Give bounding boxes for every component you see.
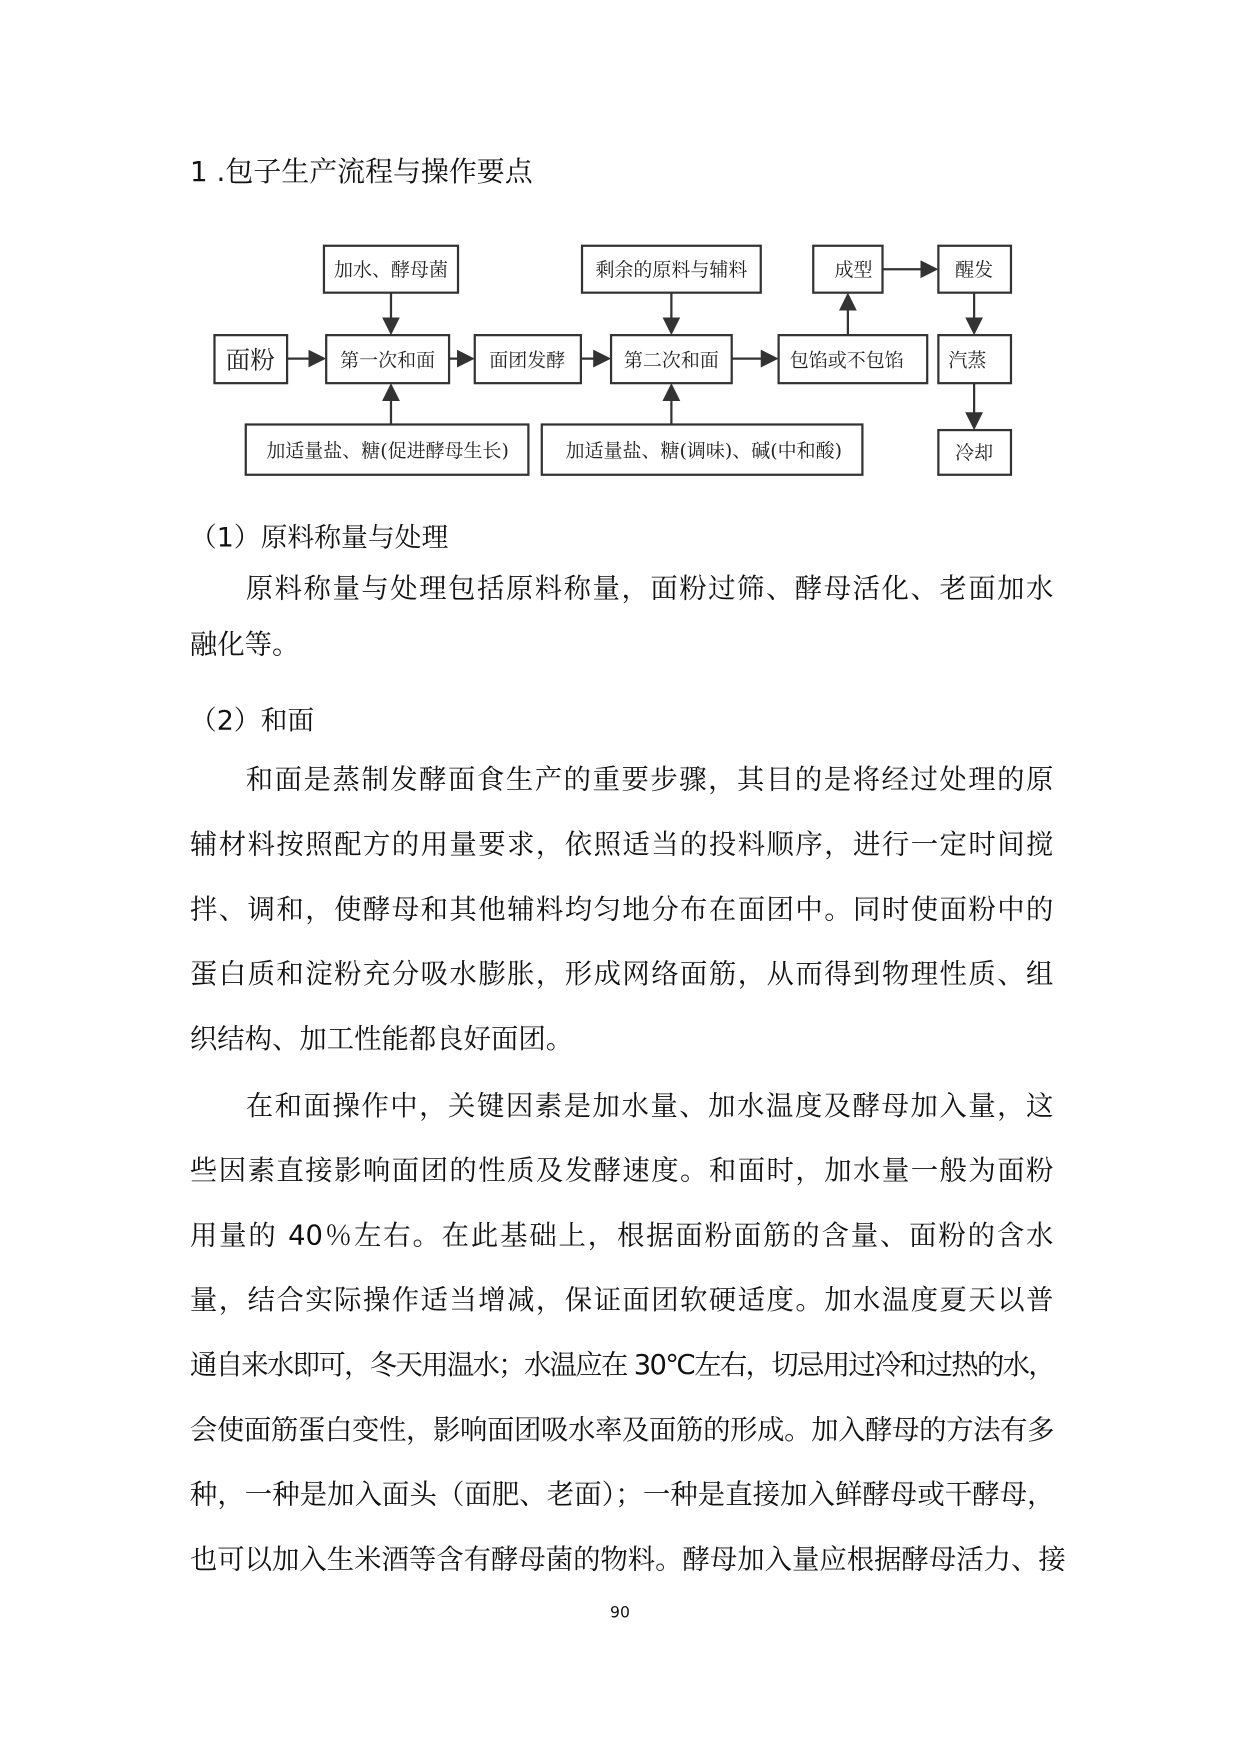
paragraph-line: 融化等。: [189, 627, 300, 661]
paragraph-line: 辅材料按照配方的用量要求，依照适当的投料顺序，进行一定时间搅: [189, 827, 1054, 861]
label-remaining: 剩余的原料与辅料: [595, 258, 748, 281]
paragraph-line: 量，结合实际操作适当增减，保证面团软硬适度。加水温度夏天以普: [189, 1283, 1054, 1316]
paragraph-line: 拌、调和，使酵母和其他辅料均匀地分布在面团中。同时使面粉中的: [189, 892, 1054, 925]
label-cooling: 冷却: [955, 442, 994, 465]
label-water-yeast: 加水、酵母菌: [334, 258, 448, 281]
paragraph-line: 些因素直接影响面团的性质及发酵速度。和面时，加水量一般为面粉: [189, 1153, 1054, 1187]
paragraph-line: 原料称量与处理包括原料称量，面粉过筛、酵母活化、老面加水: [245, 571, 1054, 605]
paragraph-line: 和面是蒸制发酵面食生产的重要步骤，其目的是将经过处理的原: [245, 762, 1054, 796]
label-salt-sugar-2: 加适量盐、糖(调味)、碱(中和酸): [565, 439, 842, 462]
process-flow-diagram: [0, 0, 1240, 514]
label-flour: 面粉: [225, 345, 275, 375]
paragraph-line: 用量的 40％左右。在此基础上，根据面粉面筋的含量、面粉的含水: [189, 1218, 1054, 1252]
paragraph-line: 织结构、加工性能都良好面团。: [189, 1022, 574, 1055]
section-title: 1 .包子生产流程与操作要点: [189, 155, 533, 188]
label-first-mix: 第一次和面: [340, 349, 436, 372]
subheading-1: （1）原料称量与处理: [189, 521, 449, 553]
label-proofing: 醒发: [955, 258, 994, 281]
paragraph-line: 也可以加入生米酒等含有酵母菌的物料。酵母加入量应根据酵母活力、接: [189, 1542, 1066, 1576]
paragraph-line: 种，一种是加入面头（面肥、老面）；一种是直接加入鲜酵母或干酵母，: [189, 1477, 1054, 1511]
label-ferment: 面团发酵: [489, 349, 566, 372]
paragraph-line: 会使面筋蛋白变性，影响面团吸水率及面筋的形成。加入酵母的方法有多: [189, 1413, 1054, 1446]
label-shaping: 成型: [834, 258, 873, 281]
paragraph-line: 蛋白质和淀粉充分吸水膨胀，形成网络面筋，从而得到物理性质、组: [189, 957, 1054, 990]
label-steam: 汽蒸: [948, 349, 987, 372]
label-second-mix: 第二次和面: [623, 349, 719, 372]
paragraph-line: 通自来水即可，冬天用温水；水温应在 30℃左右，切忌用过冷和过热的水，: [189, 1348, 1054, 1381]
paragraph-line: 在和面操作中，关键因素是加水量、加水温度及酵母加入量，这: [245, 1089, 1054, 1122]
label-salt-sugar-1: 加适量盐、糖(促进酵母生长): [266, 439, 509, 462]
subheading-2: （2）和面: [189, 704, 315, 737]
label-filling: 包馅或不包馅: [789, 349, 904, 372]
page-number: 90: [610, 1604, 630, 1623]
